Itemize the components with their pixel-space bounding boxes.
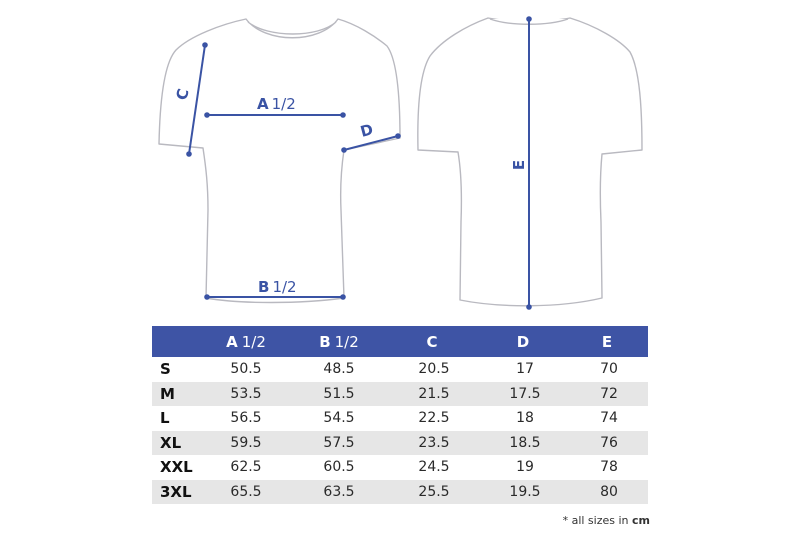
- measurement-cell: 51.5: [290, 382, 388, 407]
- measurement-cell: 72: [570, 382, 648, 407]
- header-col-3: [388, 326, 480, 357]
- measurement-cell: 17.5: [480, 382, 570, 407]
- measurement-cell: 78: [600, 459, 618, 476]
- label-d: D: [358, 120, 376, 141]
- header-col-1: [202, 326, 290, 357]
- measurement-cell: 63.5: [290, 480, 388, 505]
- front-shirt-outline: [159, 19, 400, 303]
- table-row: [152, 357, 648, 382]
- measurement-cell: 60.5: [323, 459, 355, 476]
- header-fraction: 1/2: [334, 332, 359, 351]
- label-b: B 1/2: [258, 278, 297, 296]
- label-a: A 1/2: [257, 95, 296, 113]
- size-cell: XL: [152, 431, 202, 456]
- header-row: [152, 326, 648, 357]
- size-cell: M: [152, 382, 202, 407]
- measurement-cell: 22.5: [418, 410, 450, 427]
- measurement-cell: 19.5: [480, 480, 570, 505]
- label-c: C: [172, 86, 193, 103]
- measurement-cell: 57.5: [290, 431, 388, 456]
- table-row: [152, 455, 648, 480]
- measurement-cell: 18.5: [480, 431, 570, 456]
- size-cell: S: [160, 360, 171, 379]
- table-row: [152, 480, 648, 505]
- measurement-cell: 21.5: [388, 382, 480, 407]
- units-note-text: * all sizes in: [562, 514, 629, 527]
- header-letter: E: [601, 332, 613, 351]
- measurement-cell: 80: [570, 480, 648, 505]
- size-chart-table: [152, 326, 648, 504]
- header-col-4: [480, 326, 570, 357]
- size-table-header: [152, 326, 648, 357]
- table-row: [152, 431, 648, 456]
- measurement-cell: 62.5: [230, 459, 262, 476]
- measurement-cell: 48.5: [323, 361, 355, 378]
- measurement-cell: 76: [570, 431, 648, 456]
- measurement-cell: 59.5: [202, 431, 290, 456]
- header-letter: B: [319, 332, 331, 351]
- measurement-cell: 19: [516, 459, 534, 476]
- table-row: [152, 406, 648, 431]
- measurement-cell: 23.5: [388, 431, 480, 456]
- measurement-cell: 25.5: [388, 480, 480, 505]
- label-e: E: [510, 159, 528, 171]
- size-cell: 3XL: [152, 480, 202, 505]
- header-col-2: [290, 326, 388, 357]
- measurement-cell: 50.5: [230, 361, 262, 378]
- table-row: [152, 382, 648, 407]
- header-fraction: 1/2: [241, 332, 266, 351]
- measurement-cell: 54.5: [323, 410, 355, 427]
- measurement-cell: 56.5: [230, 410, 262, 427]
- header-size: [152, 326, 202, 357]
- size-table-body: [152, 357, 648, 504]
- measurement-cell: 65.5: [202, 480, 290, 505]
- header-col-5: [570, 326, 648, 357]
- measurement-cell: 70: [600, 361, 618, 378]
- header-letter: C: [426, 332, 438, 351]
- measurement-cell: 74: [600, 410, 618, 427]
- measurement-cell: 24.5: [418, 459, 450, 476]
- header-letter: D: [516, 332, 530, 351]
- measurement-cell: 18: [516, 410, 534, 427]
- measurement-cell: 20.5: [418, 361, 450, 378]
- header-letter: A: [226, 332, 238, 351]
- size-cell: L: [160, 409, 170, 428]
- size-cell: XXL: [160, 458, 193, 477]
- measurement-cell: 53.5: [202, 382, 290, 407]
- units-note: [563, 514, 650, 527]
- measurement-cell: 17: [516, 361, 534, 378]
- units-note-unit: cm: [632, 514, 650, 527]
- front-shirt: [159, 19, 400, 303]
